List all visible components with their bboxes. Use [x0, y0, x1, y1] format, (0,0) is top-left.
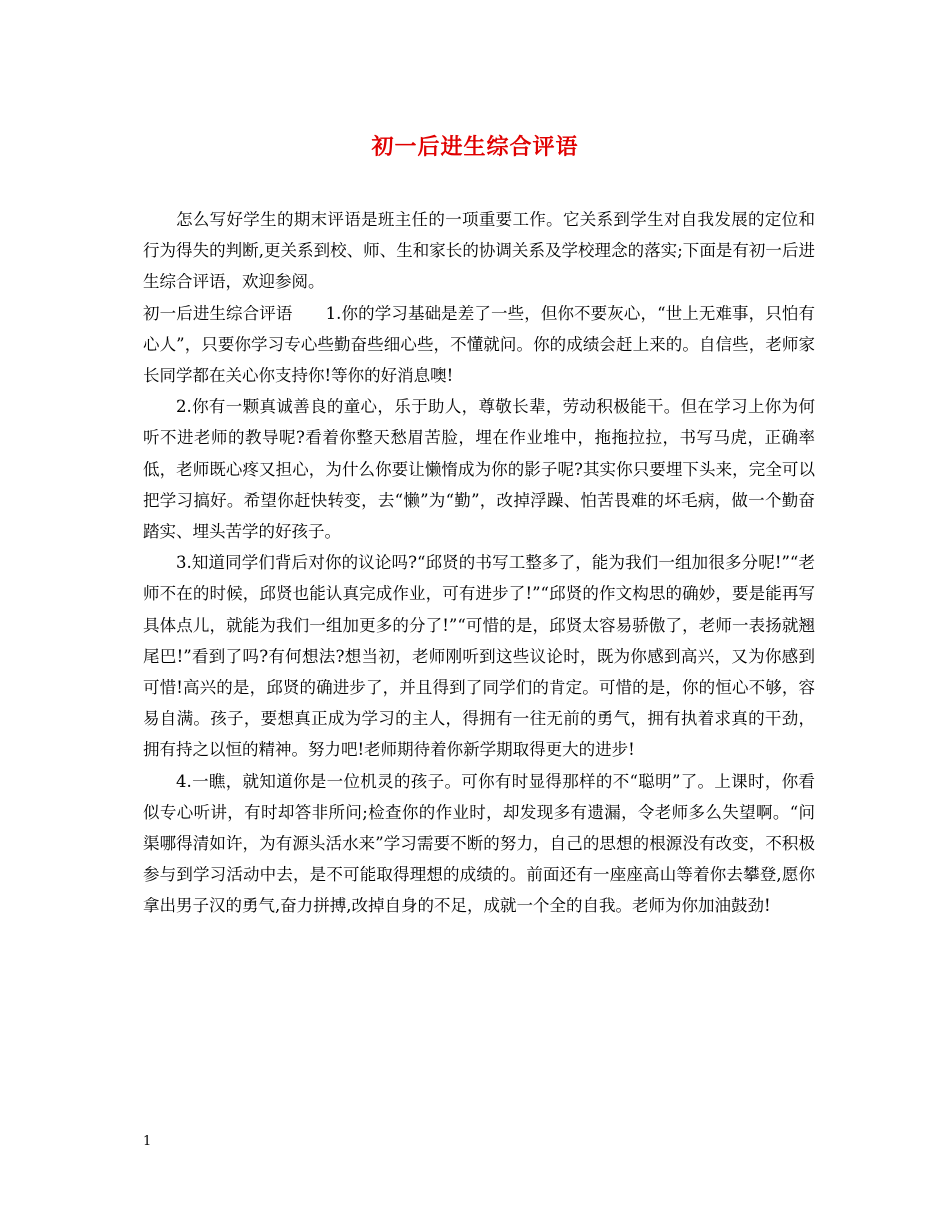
paragraph-comment-4: 4.一瞧，就知道你是一位机灵的孩子。可你有时显得那样的不“聪明”了。上课时，你看似专心听讲，有时却答非所问;检查你的作业时，却发现多有遗漏，令老师多么失望啊。“问渠哪得清如许，为有源头活水来”学习需要不断的努力，自己的思想的根源没有改变，不积极参与到学习活动中去，是不可能取得理想的成绩的。前面还有一座座高山等着你去攀登,愿你拿出男子汉的勇气,奋力拼搏,改掉自身的不足，成就一个全的自我。老师为你加油鼓劲!	[143, 771, 815, 916]
page-number: 1	[143, 1134, 152, 1149]
document-body	[143, 204, 815, 922]
document-title: 初一后进生综合评语	[371, 134, 579, 160]
paragraph-intro: 怎么写好学生的期末评语是班主任的一项重要工作。它关系到学生对自我发展的定位和行为得失的判断,更关系到校、师、生和家长的协调关系及学校理念的落实;下面是有初一后进生综合评语，欢迎参阅。	[143, 210, 815, 292]
paragraph-comment-3: 3.知道同学们背后对你的议论吗?“邱贤的书写工整多了，能为我们一组加很多分呢!”“老师不在的时候，邱贤也能认真完成作业，可有进步了!”“邱贤的作文构思的确妙，要是能再写具体点儿，就能为我们一组加更多的分了!”“可惜的是，邱贤太容易骄傲了，老师一表扬就翘尾巴!”看到了吗?有何想法?想当初，老师刚听到这些议论时，既为你感到高兴，又为你感到可惜!高兴的是，邱贤的确进步了，并且得到了同学们的肯定。可惜的是，你的恒心不够，容易自满。孩子，要想真正成为学习的主人，得拥有一往无前的勇气，拥有执着求真的干劲，拥有持之以恒的精神。努力吧!老师期待着你新学期取得更大的进步!	[143, 553, 815, 760]
paragraph-comment-1: 初一后进生综合评语 1.你的学习基础是差了一些，但你不要灰心，“世上无难事，只怕有心人”，只要你学习专心些勤奋些细心些，不懂就问。你的成绩会赶上来的。自信些，老师家长同学都在关心你支持你!等你的好消息噢!	[143, 303, 815, 386]
paragraph-comment-2: 2.你有一颗真诚善良的童心，乐于助人，尊敬长辈，劳动积极能干。但在学习上你为何听不进老师的教导呢?看着你整天愁眉苦脸，埋在作业堆中，拖拖拉拉，书写马虎，正确率低，老师既心疼又担心，为什么你要让懒惰成为你的影子呢?其实你只要埋下头来，完全可以把学习搞好。希望你赶快转变，去“懒”为“勤”，改掉浮躁、怕苦畏难的坏毛病，做一个勤奋踏实、埋头苦学的好孩子。	[143, 397, 815, 542]
